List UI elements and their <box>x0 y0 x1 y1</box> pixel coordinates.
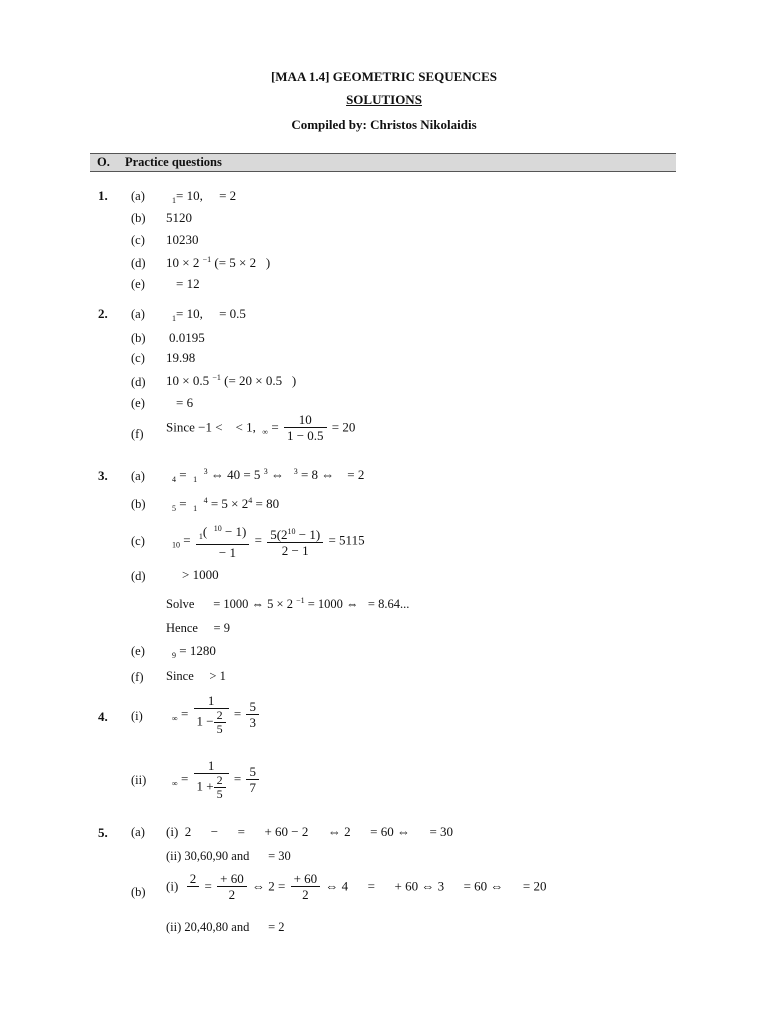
q3-part-b-label: (b) <box>131 497 146 511</box>
question-3-number: 3. <box>98 468 108 483</box>
q3-part-b-answer: $_5$ = $_1$ $^4 = 5 \times 2^4 = 80$ <box>172 496 280 513</box>
q1-part-b-label: (b) <box>131 211 146 225</box>
q5-b-fraction-2: $\frac{+ 60}{2}$ <box>217 872 247 903</box>
q2-part-c-label: (c) <box>131 351 145 365</box>
q4-ii-result: $\frac{5}{7}$ <box>246 765 259 796</box>
q4-part-ii-label: (ii) <box>131 773 147 787</box>
q3-part-f-answer: Since > 1 <box>166 669 226 683</box>
document-subtitle: SOLUTIONS <box>346 92 422 107</box>
q3-part-d-answer: > 1000 <box>182 567 219 582</box>
q2-part-e-label: (e) <box>131 396 145 410</box>
q2-part-a-answer: $_1$= 10, = 0.5 <box>172 306 246 323</box>
q2-part-f-answer: Since −1 < < 1, $_\infty$ = $\frac{10}{1 - 0.5}$ = 20 <box>166 412 356 443</box>
q1-part-c-answer: 10230 <box>166 232 199 247</box>
q2-part-b-answer: 0.0195 <box>169 330 205 345</box>
q2-part-a-label: (a) <box>131 307 145 321</box>
q5-b-fraction-3: $\frac{+ 60}{2}$ <box>291 872 321 903</box>
q1-part-c-label: (c) <box>131 233 145 247</box>
q5-part-b-i: (i) 2 = $\frac{+ 60}{2}$ ⇔ 2 = $\frac{+ 60}{2}$ ⇔ 4 = + 60 ⇔ 3 = 60 ⇔ = 20 <box>166 871 547 902</box>
q5-part-a-i: (i) 2 − = + 60 − 2 ⇔ 2 = 60 ⇔ = 30 <box>166 824 454 839</box>
section-number: O. <box>97 155 110 169</box>
q3-part-a-label: (a) <box>131 469 145 483</box>
q5-part-a-ii: (ii) 30,60,90 and = 30 <box>166 849 291 863</box>
q3-part-d-hence: Hence = 9 <box>166 621 230 635</box>
q3-part-a-answer: $_4$ = $_1$ $^3$ ⇔ 40 = 5 $^3$ ⇔ $^3$ = 8 ⇔ = 2 <box>172 467 365 484</box>
q1-part-b-answer: 5120 <box>166 210 192 225</box>
q1-part-e-label: (e) <box>131 277 145 291</box>
q5-part-a-label: (a) <box>131 825 145 839</box>
question-2-number: 2. <box>98 306 108 321</box>
q2-part-c-answer: 19.98 <box>166 350 196 365</box>
q4-i-result: $\frac{5}{3}$ <box>246 700 259 731</box>
section-header <box>90 153 676 172</box>
q3-part-d-label: (d) <box>131 569 146 583</box>
q5-part-b-label: (b) <box>131 885 146 899</box>
q2-part-e-answer: = 6 <box>176 395 194 410</box>
q2-part-f-label: (f) <box>131 427 144 441</box>
q4-part-ii-answer: $_\infty$ = 1 1 + $\frac{2}{5}$ = $\frac{5}{7}$ <box>172 759 261 801</box>
q1-part-a-answer: $_1$= 10, = 2 <box>172 188 237 205</box>
q5-b-fraction-1: 2 <box>187 872 200 903</box>
q3-part-e-answer: $_9$ = 1280 <box>172 643 216 660</box>
q3-part-f-label: (f) <box>131 670 144 684</box>
document-title: [MAA 1.4] GEOMETRIC SEQUENCES <box>270 69 498 84</box>
q2-part-b-label: (b) <box>131 331 146 345</box>
q3-part-e-label: (e) <box>131 644 145 658</box>
q3-part-c-label: (c) <box>131 534 145 548</box>
q4-ii-fraction: 1 1 + $\frac{2}{5}$ <box>194 759 229 801</box>
q3-part-c-answer: $_{10}$ = $\frac{_1( ^{10} - 1)}{- 1}$ = $\frac{5(2^{10} - 1)}{2 - 1}$ = 5115 <box>172 524 365 560</box>
q2-part-d-answer: 10 × 0.5 $^{-1}$ (= 20 × 0.5 ) <box>166 373 297 388</box>
question-1-number: 1. <box>98 188 108 203</box>
section-title: Practice questions <box>125 155 222 169</box>
q1-part-d-label: (d) <box>131 256 146 270</box>
q1-part-a-label: (a) <box>131 189 145 203</box>
q1-part-e-answer: = 12 <box>176 276 200 291</box>
q2-f-fraction: $\frac{10}{1 - 0.5}$ <box>284 413 327 444</box>
q4-i-fraction: 1 1 − $\frac{2}{5}$ <box>194 694 229 736</box>
q4-part-i-label: (i) <box>131 709 143 723</box>
q3-part-d-solve: Solve = 1000 ⇔ 5 × 2 $^{-1}$ = 1000 ⇔ = 8.64... <box>166 596 410 611</box>
document-author: Compiled by: Christos Nikolaidis <box>291 117 477 132</box>
q3-c-fraction-1: $\frac{_1( ^{10} - 1)}{- 1}$ <box>196 522 250 561</box>
q3-c-fraction-2: $\frac{5(2^{10} - 1)}{2 - 1}$ <box>267 525 323 559</box>
question-4-number: 4. <box>98 709 108 724</box>
question-5-number: 5. <box>98 825 108 840</box>
q2-part-d-label: (d) <box>131 375 146 389</box>
q1-part-d-answer: 10 × 2 $^{-1}$ (= 5 × 2 ) <box>166 255 271 270</box>
q4-part-i-answer: $_\infty$ = 1 1 − $\frac{2}{5}$ = $\frac{5}{3}$ <box>172 694 261 736</box>
q5-part-b-ii: (ii) 20,40,80 and = 2 <box>166 920 285 934</box>
